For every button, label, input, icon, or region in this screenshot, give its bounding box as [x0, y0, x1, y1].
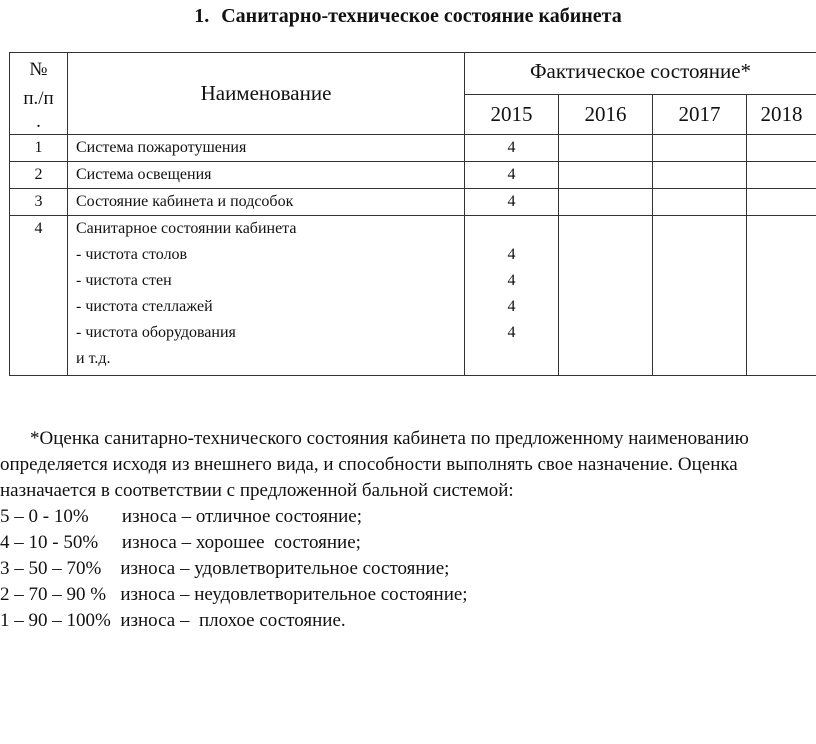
header-number	[10, 53, 68, 135]
grade-line: 4 – 10 - 50% износа – хорошее состояние;	[0, 532, 361, 553]
row-name-line: - чистота столов	[76, 246, 188, 263]
row-name-line: Санитарное состоянии кабинета	[76, 220, 297, 237]
header-year-2018: 2018	[747, 95, 816, 135]
row-name-line: - чистота стеллажей	[76, 298, 213, 315]
row-name-line: и т.д.	[76, 350, 111, 367]
header-number-line: п./п	[23, 88, 54, 109]
table-row	[10, 216, 816, 376]
row-name: Состояние кабинета и подсобок	[68, 189, 465, 216]
row-value-2017	[653, 216, 747, 376]
row-number: 4	[10, 216, 68, 376]
table-row	[10, 162, 816, 189]
row-number: 1	[10, 135, 68, 162]
condition-table	[9, 52, 816, 376]
row-value-2016	[559, 135, 653, 162]
row-value-line: 4	[507, 324, 516, 341]
row-value-2015: 4	[465, 189, 559, 216]
row-value-2018	[747, 135, 816, 162]
header-name: Наименование	[68, 53, 465, 135]
row-number: 3	[10, 189, 68, 216]
row-name: Система пожаротушения	[68, 135, 465, 162]
section-number: 1.	[194, 5, 210, 27]
grade-line: 5 – 0 - 10% износа – отличное состояние;	[0, 506, 363, 527]
grade-line: 1 – 90 – 100% износа – плохое состояние.	[0, 610, 346, 631]
row-value-line: 4	[507, 272, 516, 289]
section-title	[0, 4, 816, 28]
header-year-2016: 2016	[559, 95, 653, 135]
row-name: Система освещения	[68, 162, 465, 189]
header-actual-state: Фактическое состояние*	[465, 53, 816, 95]
row-value-2015: 4	[465, 135, 559, 162]
row-value-line	[465, 216, 558, 242]
table-row	[10, 135, 816, 162]
header-year-2017: 2017	[653, 95, 747, 135]
row-value-2018	[747, 162, 816, 189]
row-value-2018	[747, 189, 816, 216]
table-row	[10, 189, 816, 216]
row-name-line: - чистота оборудования	[76, 324, 236, 341]
row-number: 2	[10, 162, 68, 189]
row-value-line: 4	[507, 298, 516, 315]
row-value-2015: 4	[465, 162, 559, 189]
section-title-text: Санитарно-техническое состояние кабинета	[221, 5, 622, 27]
row-value-2016	[559, 216, 653, 376]
row-name	[68, 216, 465, 376]
row-value-2015	[465, 216, 559, 376]
row-value-2017	[653, 189, 747, 216]
row-value-line: 4	[507, 246, 516, 263]
row-value-2016	[559, 189, 653, 216]
header-number-line: .	[36, 111, 41, 132]
row-value-2017	[653, 162, 747, 189]
header-year-2015: 2015	[465, 95, 559, 135]
grade-line: 3 – 50 – 70% износа – удовлетворительное состояние;	[0, 558, 450, 579]
row-name-line: - чистота стен	[76, 272, 172, 289]
row-value-line	[465, 346, 558, 372]
grade-line: 2 – 70 – 90 % износа – неудовлетворительное состояние;	[0, 584, 468, 605]
row-value-2017	[653, 135, 747, 162]
header-number-line: №	[29, 59, 48, 80]
row-value-2018	[747, 216, 816, 376]
assessment-notes	[0, 426, 816, 634]
row-value-2016	[559, 162, 653, 189]
assessment-paragraph: *Оценка санитарно-технического состояния кабинета по предложенному наименованию определяется исходя из внешнего вида, и способности выполнять свое назначение. Оценка назначается в соответствии с предложенной бальной системой:	[0, 428, 749, 501]
